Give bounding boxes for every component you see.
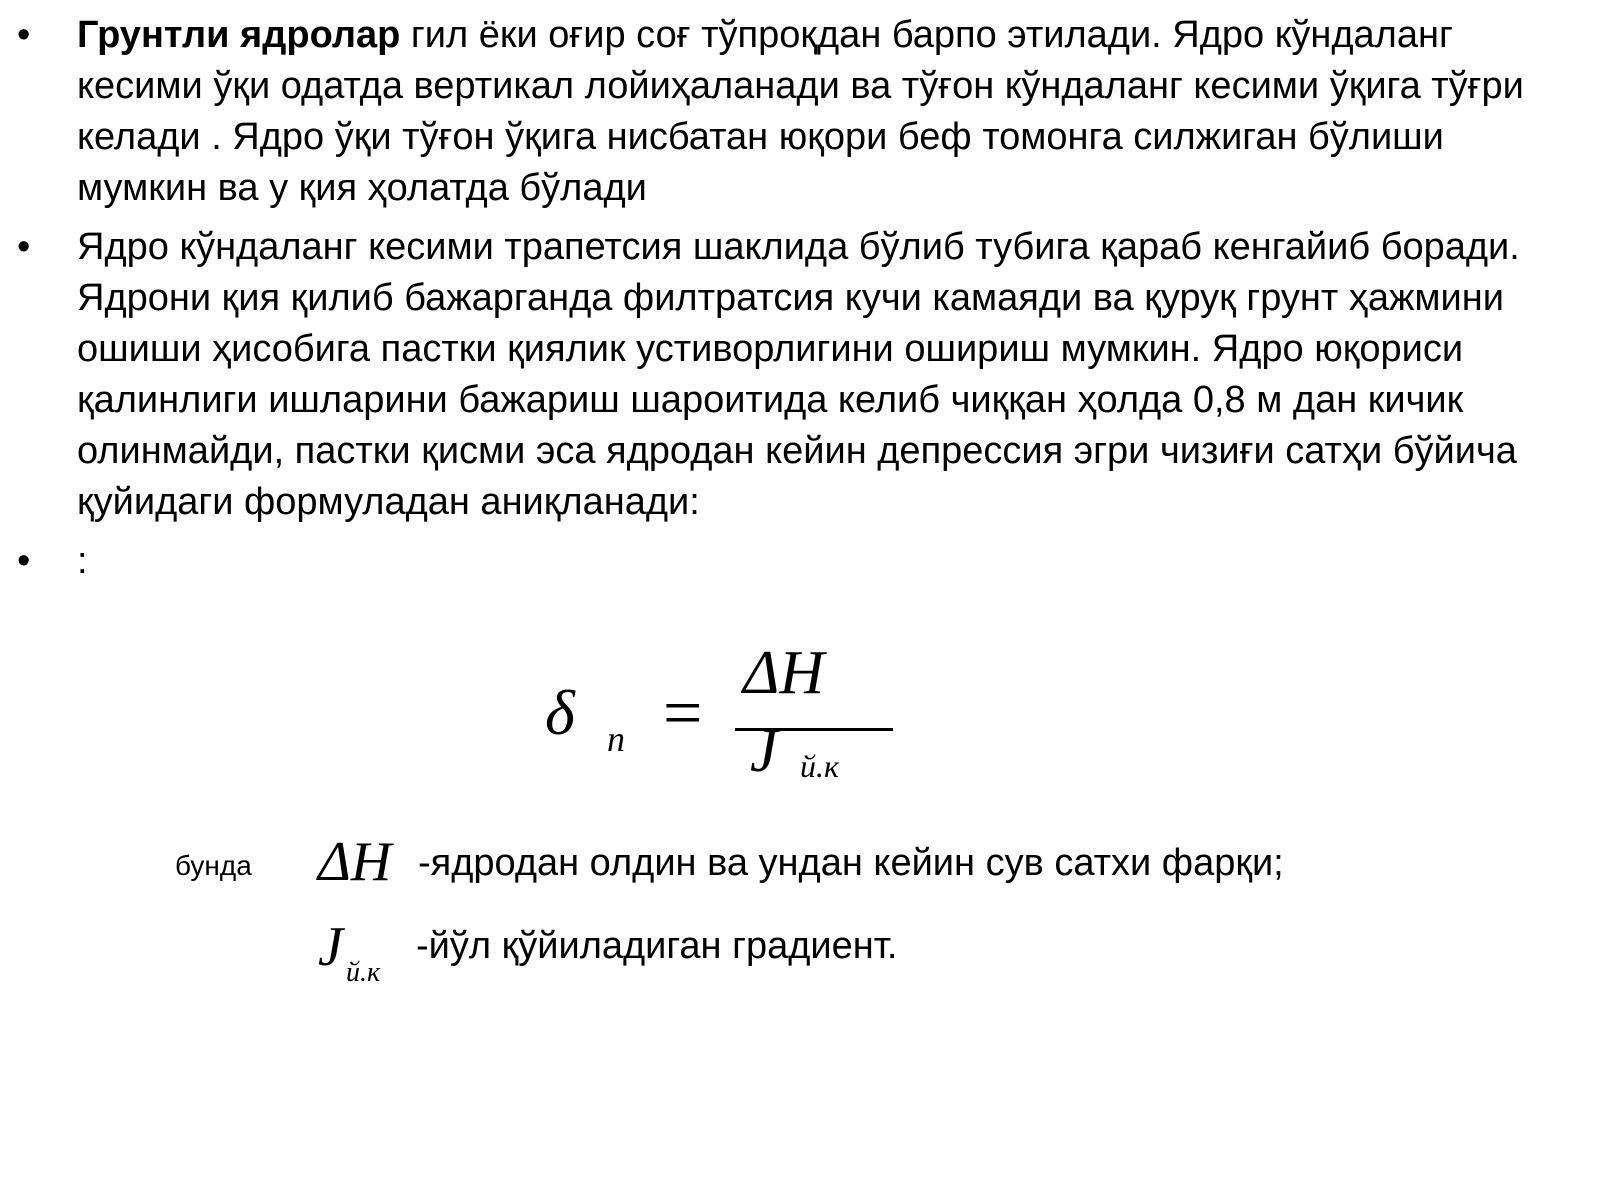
definition-symbol: J xyxy=(318,916,343,978)
bullet-bold-lead: Грунтли ядролар xyxy=(77,14,401,56)
formula-equals: = xyxy=(663,675,703,752)
bullet-text: Ядро кўндаланг кесими трапетсия шаклида бўлиб тубига қараб кенгайиб боради. Ядрони қия қилиб бажарганда филтратсия кучи камаяди ва қуруқ грунт ҳажмини ошиши ҳисобига пастки қиялик устиворлигини ошириш мумкин. Ядро юқориси қалинлиги ишларини бажариш шароитида келиб чиққан ҳолда 0,8 м дан кичик олинмайди, пастки қисми эса ядродан кейин депрессия эгри чизиғи сатҳи бўйича қуйидаги формуладан аниқланади: xyxy=(77,226,1520,523)
bullet-text: : xyxy=(77,540,88,582)
bullet-marker: • xyxy=(17,226,31,268)
bullet-item-3 xyxy=(0,536,1600,587)
bullet-item-2 xyxy=(0,222,1600,528)
definition-description: -йўл қўйиладиган градиент. xyxy=(416,925,898,967)
bullet-marker: • xyxy=(17,540,31,582)
where-label: бунда xyxy=(175,850,252,881)
bullet-item-1 xyxy=(0,10,1600,214)
bullet-list xyxy=(0,10,1600,595)
formula xyxy=(545,639,925,800)
definition-symbol-subscript: й.к xyxy=(346,957,381,988)
formula-denominator: J xyxy=(750,717,778,785)
bullet-text: гил ёки оғир соғ тўпроқдан барпо этилади. Ядро кўндаланг кесими ўқи одатда вертикал лойиҳаланади ва тўғон кўндаланг кесими ўқига тўғри келади . Ядро ўқи тўғон ўқига нисбатан юқори беф томонга силжиган бўлиши мумкин ва у қия ҳолатда бўлади xyxy=(77,14,1524,209)
formula-denominator-subscript: й.к xyxy=(800,748,839,784)
definition-symbol: ΔH xyxy=(318,831,392,893)
formula-lhs: δ xyxy=(545,677,575,748)
formula-numerator: ΔH xyxy=(743,639,825,707)
formula-lhs-subscript: n xyxy=(607,719,625,759)
bullet-marker: • xyxy=(17,14,31,56)
definition-description: -ядродан олдин ва ундан кейин сув сатхи фарқи; xyxy=(418,842,1284,884)
